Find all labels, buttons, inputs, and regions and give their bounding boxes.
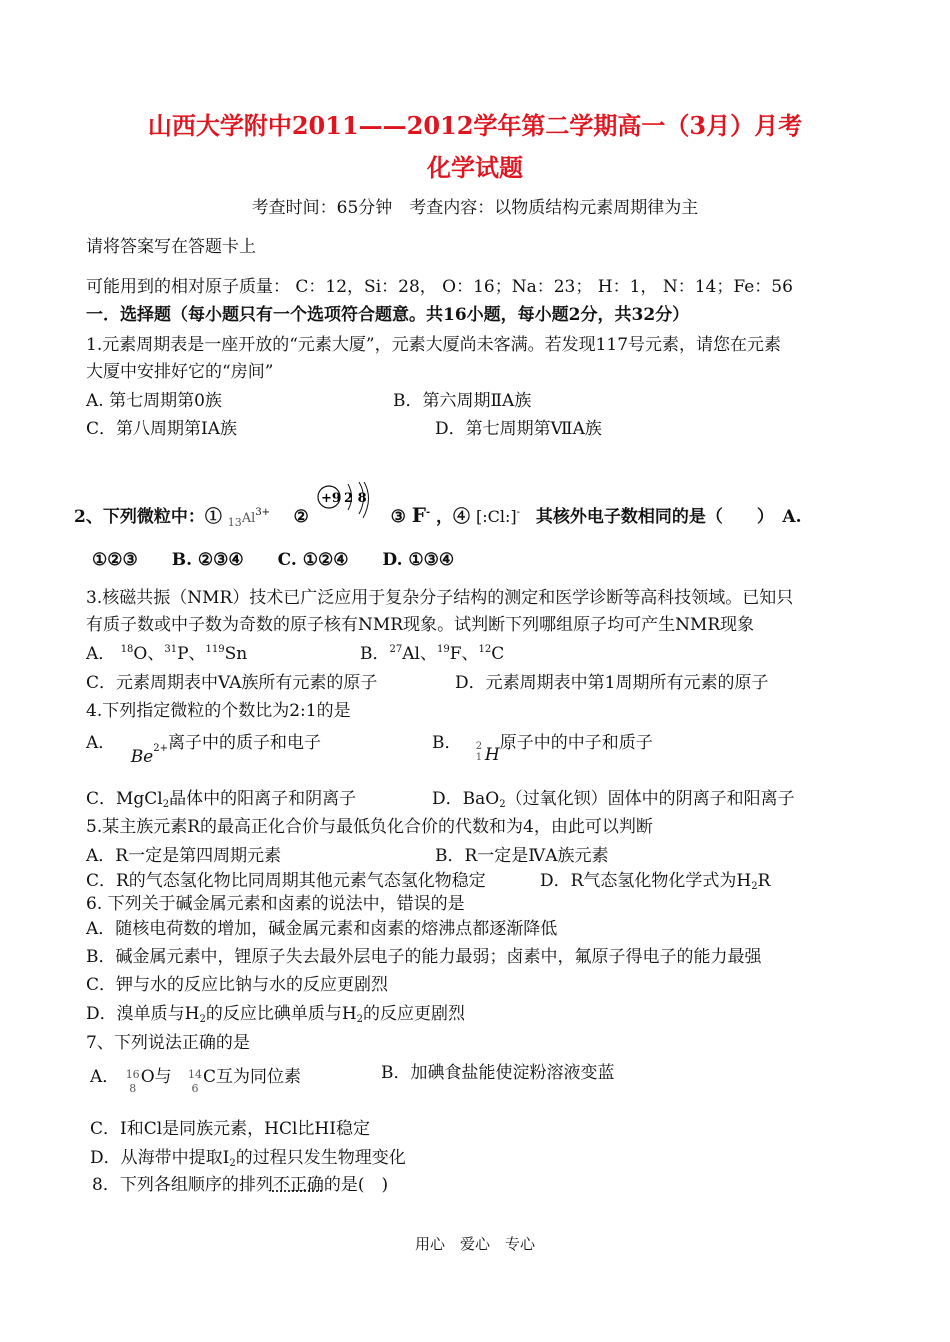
q1-option-d: D．第七周期第ⅦA族 <box>435 419 602 439</box>
f-mass-number: 19 <box>436 644 450 655</box>
p-mass-number: 31 <box>164 644 178 655</box>
nucleus-charge: +9 <box>320 491 341 506</box>
c-mass-number: 12 <box>478 644 492 655</box>
q2-stem-start: 2、下列微粒中：① <box>74 507 222 527</box>
o-isotope-notation <box>125 1068 141 1096</box>
o16-atomic-number: 8 <box>129 1082 137 1095</box>
q4-option-a-label: A． <box>86 733 116 753</box>
q3-stem-line1: 3.核磁共振（NMR）技术已广泛应用于复杂分子结构的测定和医学诊断等高科技领域。已知只 <box>86 588 794 608</box>
q6-stem: 6. 下列关于碱金属元素和卤素的说法中，错误的是 <box>86 894 465 914</box>
fluorine-ion-structure-diagram <box>315 482 377 528</box>
q7-option-d <box>90 1143 406 1169</box>
h-mass-number: 2 <box>475 741 483 752</box>
q6-option-d <box>86 999 465 1025</box>
q2-stem <box>74 482 802 529</box>
al-mass-number: 13 <box>227 516 242 529</box>
q5-option-d <box>540 866 770 892</box>
q8-stem-emphasis: 不正确 <box>272 1175 324 1195</box>
q2-circle-2: ② <box>293 507 309 527</box>
electron-shells: 2 8 <box>343 491 367 506</box>
o16-mass-number: 16 <box>125 1068 140 1081</box>
q7-c-text: C互为同位素 <box>203 1067 302 1087</box>
q8-stem-post: 的是( ) <box>323 1175 389 1195</box>
q1-option-c: C．第八周期第ⅠA族 <box>86 419 237 439</box>
q4-option-d-sub: 2 <box>499 799 506 810</box>
be-symbol: Be <box>130 747 154 767</box>
q7-option-a <box>90 1058 302 1095</box>
q7-option-a-label: A． <box>90 1067 120 1087</box>
h-atomic-number: 1 <box>475 752 483 763</box>
q5-option-d-pre: D．R气态氢化物化学式为H <box>540 871 752 891</box>
c14-atomic-number: 6 <box>191 1082 199 1095</box>
q3-option-b-label: B． <box>360 644 390 664</box>
c-symbol: C <box>491 644 505 664</box>
al-symbol: Al、 <box>402 644 437 664</box>
atomic-masses: 可能用到的相对原子质量： C：12，Si：28， O：16；Na：23； H：1， N：14；Fe：56 <box>86 277 793 297</box>
instruction: 请将答案写在答题卡上 <box>86 237 256 257</box>
q2-circle-3: ③ <box>390 507 406 527</box>
o-mass-number: 18 <box>120 644 134 655</box>
q4-option-a <box>86 728 321 767</box>
al-charge: 3+ <box>255 507 271 518</box>
q8-stem-pre: 8．下列各组顺序的排列 <box>92 1175 273 1195</box>
q7-option-d-sub: 2 <box>229 1158 236 1169</box>
c-isotope-notation <box>187 1068 203 1096</box>
q6-option-d-mid: 的反应比碘单质与H <box>205 1004 357 1024</box>
q4-option-d-post: （过氧化钡）固体中的阴离子和阳离子 <box>505 789 795 809</box>
q1-stem-line2: 大厦中安排好它的“房间” <box>86 362 274 382</box>
fluoride-symbol: F <box>411 503 426 527</box>
sn-symbol: Sn <box>224 644 248 664</box>
q4-option-a-text: 离子中的质子和电子 <box>168 733 321 753</box>
al-ion: Al <box>241 511 256 526</box>
q4-option-d <box>432 784 795 810</box>
q6-option-b: B．碱金属元素中，锂原子失去最外层电子的能力最弱；卤素中，氟原子得电子的能力最强 <box>86 947 762 967</box>
q6-option-a: A．随核电荷数的增加，碱金属元素和卤素的熔沸点都逐渐降低 <box>86 919 558 939</box>
q5-stem: 5.某主族元素R的最高正化合价与最低负化合价的代数和为4，由此可以判断 <box>86 817 653 837</box>
q1-option-a: A. 第七周期第0族 <box>86 391 222 411</box>
be-charge: 2+ <box>153 743 168 754</box>
q3-option-d: D．元素周期表中第1周期所有元素的原子 <box>455 673 769 693</box>
q4-stem: 4.下列指定微粒的个数比为2:1的是 <box>86 701 351 721</box>
page-footer: 用心 爱心 专心 <box>414 1235 535 1253</box>
q8-stem <box>92 1170 388 1195</box>
q6-option-d-post: 的反应更剧烈 <box>363 1004 466 1024</box>
q1-stem-line1: 1.元素周期表是一座开放的“元素大厦”，元素大厦尚未客满。若发现117号元素，请您在元素 <box>86 335 782 355</box>
q1-option-b: B．第六周期ⅡA族 <box>393 391 532 411</box>
al-mass-number-b: 27 <box>389 644 403 655</box>
exam-title: 山西大学附中2011——2012学年第二学期高一（3月）月考 <box>147 111 803 140</box>
q2-stem-end: 其核外电子数相同的是（ ） A. <box>535 507 802 527</box>
q5-option-b: B．R一定是ⅣA族元素 <box>435 846 609 866</box>
q6-option-d-pre: D．溴单质与H <box>86 1004 200 1024</box>
q4-option-b-text: 原子中的中子和质子 <box>499 733 653 753</box>
q6-option-c: C．钾与水的反应比钠与水的反应更剧烈 <box>86 975 389 995</box>
exam-subject-title: 化学试题 <box>427 153 523 182</box>
q7-option-d-pre: D．从海带中提取I <box>90 1148 230 1168</box>
q4-option-c-pre: C．MgCl <box>86 789 163 809</box>
q4-option-c <box>86 784 356 810</box>
q5-option-c: C．R的气态氢化物比同周期其他元素气态氢化物稳定 <box>86 871 486 891</box>
chloride-charge: - <box>516 507 520 518</box>
h-isotope-notation <box>473 741 485 763</box>
exam-info: 考查时间：65分钟 考查内容：以物质结构元素周期律为主 <box>251 198 699 218</box>
chloride-electron-dot: [:Cl:]- <box>475 507 520 526</box>
q7-o-text: O与 <box>140 1067 172 1087</box>
q5-option-d-sub: 2 <box>751 881 758 892</box>
q3-option-a-label: A． <box>86 644 116 664</box>
section-heading: 一．选择题（每小题只有一个选项符合题意。共16小题，每小题2分，共32分） <box>86 305 690 325</box>
p-symbol: P、 <box>177 644 206 664</box>
q7-stem: 7、下列说法正确的是 <box>86 1033 250 1053</box>
q3-stem-line2: 有质子数或中子数为奇数的原子核有NMR现象。试判断下列哪组原子均可产生NMR现象 <box>86 615 755 635</box>
q7-option-c: C．I和Cl是同族元素，HCl比HI稳定 <box>90 1119 370 1139</box>
q2-options: ①②③ B. ②③④ C. ①②④ D. ①③④ <box>92 550 455 570</box>
q7-option-b: B．加碘食盐能使淀粉溶液变蓝 <box>381 1063 615 1083</box>
chloride-symbol: :Cl: <box>482 507 511 526</box>
o-symbol: O、 <box>133 644 165 664</box>
c14-mass-number: 14 <box>188 1068 203 1081</box>
h-symbol: H <box>484 745 500 765</box>
q6-option-d-sub2: 2 <box>356 1014 364 1025</box>
q5-option-d-post: R <box>757 871 771 891</box>
sn-mass-number: 119 <box>205 644 225 655</box>
q4-option-b <box>432 728 653 765</box>
q4-option-c-post: 晶体中的阳离子和阴离子 <box>169 789 357 809</box>
q4-option-c-sub: 2 <box>162 799 170 810</box>
q3-option-a <box>86 639 247 664</box>
q5-option-a: A．R一定是第四周期元素 <box>86 846 282 866</box>
q4-option-b-label: B． <box>432 733 462 753</box>
q3-option-c: C．元素周期表中VA族所有元素的原子 <box>86 673 378 693</box>
q2-circle-4: ，④ <box>436 507 471 527</box>
f-symbol: F、 <box>449 644 479 664</box>
q7-option-d-post: 的过程只发生物理变化 <box>235 1148 406 1168</box>
q3-option-b <box>360 639 504 664</box>
fluoride-charge: - <box>425 507 431 518</box>
q4-option-d-pre: D．BaO <box>432 789 500 809</box>
q6-option-d-sub1: 2 <box>199 1014 206 1025</box>
